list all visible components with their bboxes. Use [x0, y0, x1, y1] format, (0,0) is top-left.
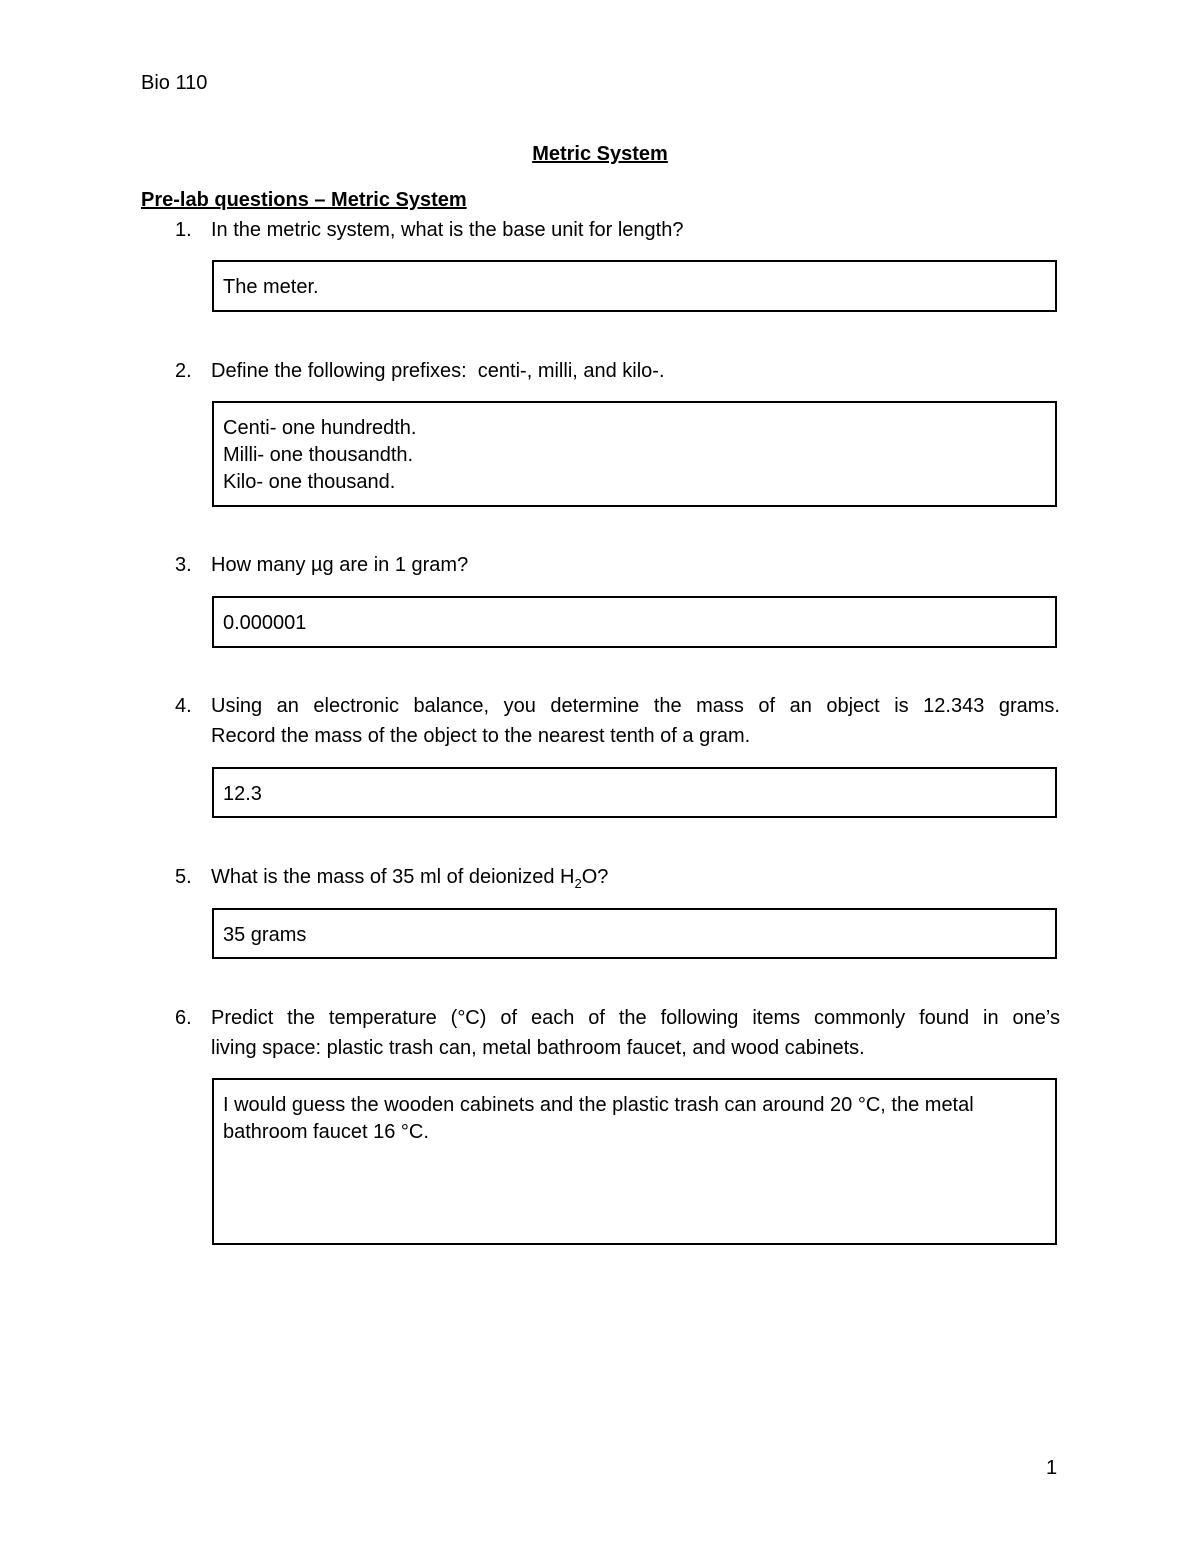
- question-text: Define the following prefixes: centi-, milli, and kilo-.: [211, 360, 665, 382]
- page-number: 1: [1046, 1457, 1058, 1479]
- question-text-line2: living space: plastic trash can, metal bathroom faucet, and wood cabinets.: [211, 1037, 865, 1059]
- answer-box-4[interactable]: [212, 767, 1057, 818]
- section-heading: Pre-lab questions – Metric System: [141, 189, 467, 211]
- question-text-end: O?: [581, 866, 609, 888]
- question-number: 3.: [175, 554, 192, 576]
- question-number: 1.: [175, 219, 192, 241]
- answer-box-2[interactable]: [212, 401, 1057, 507]
- question-number: 5.: [175, 866, 192, 888]
- answer-box-3[interactable]: [212, 596, 1057, 648]
- question-text-line2: Record the mass of the object to the nearest tenth of a gram.: [211, 725, 751, 747]
- question-text-line1: Predict the temperature (°C) of each of the following items commonly found in one’s: [211, 1007, 1060, 1029]
- question-text: [211, 862, 1060, 892]
- question-text: How many µg are in 1 gram?: [211, 554, 469, 576]
- question-text: In the metric system, what is the base unit for length?: [211, 219, 684, 241]
- question-number: 2.: [175, 360, 192, 382]
- answer-line: 35 grams: [223, 924, 307, 946]
- answer-line: Kilo- one thousand.: [223, 471, 396, 493]
- page-title: [0, 143, 1200, 166]
- answer-line: Centi- one hundredth.: [223, 417, 417, 439]
- question-number: 4.: [175, 695, 192, 717]
- course-header: Bio 110: [141, 72, 208, 94]
- answer-box-6[interactable]: [212, 1078, 1057, 1245]
- answer-line: I would guess the wooden cabinets and the plastic trash can around 20 °C, the metal bathroom faucet 16 °C.: [223, 1094, 974, 1143]
- answer-line: 0.000001: [223, 612, 307, 634]
- page-title-text: Metric System: [532, 143, 668, 165]
- answer-line: The meter.: [223, 276, 319, 298]
- answer-line: Milli- one thousandth.: [223, 444, 414, 466]
- answer-line: 12.3: [223, 783, 262, 805]
- answer-box-1[interactable]: [212, 260, 1057, 312]
- question-number: 6.: [175, 1007, 192, 1029]
- question-text-line1: Using an electronic balance, you determine the mass of an object is 12.343 grams.: [211, 695, 1060, 717]
- subscript: 2: [574, 876, 582, 891]
- answer-box-5[interactable]: [212, 908, 1057, 959]
- question-text-main: What is the mass of 35 ml of deionized H: [211, 866, 575, 888]
